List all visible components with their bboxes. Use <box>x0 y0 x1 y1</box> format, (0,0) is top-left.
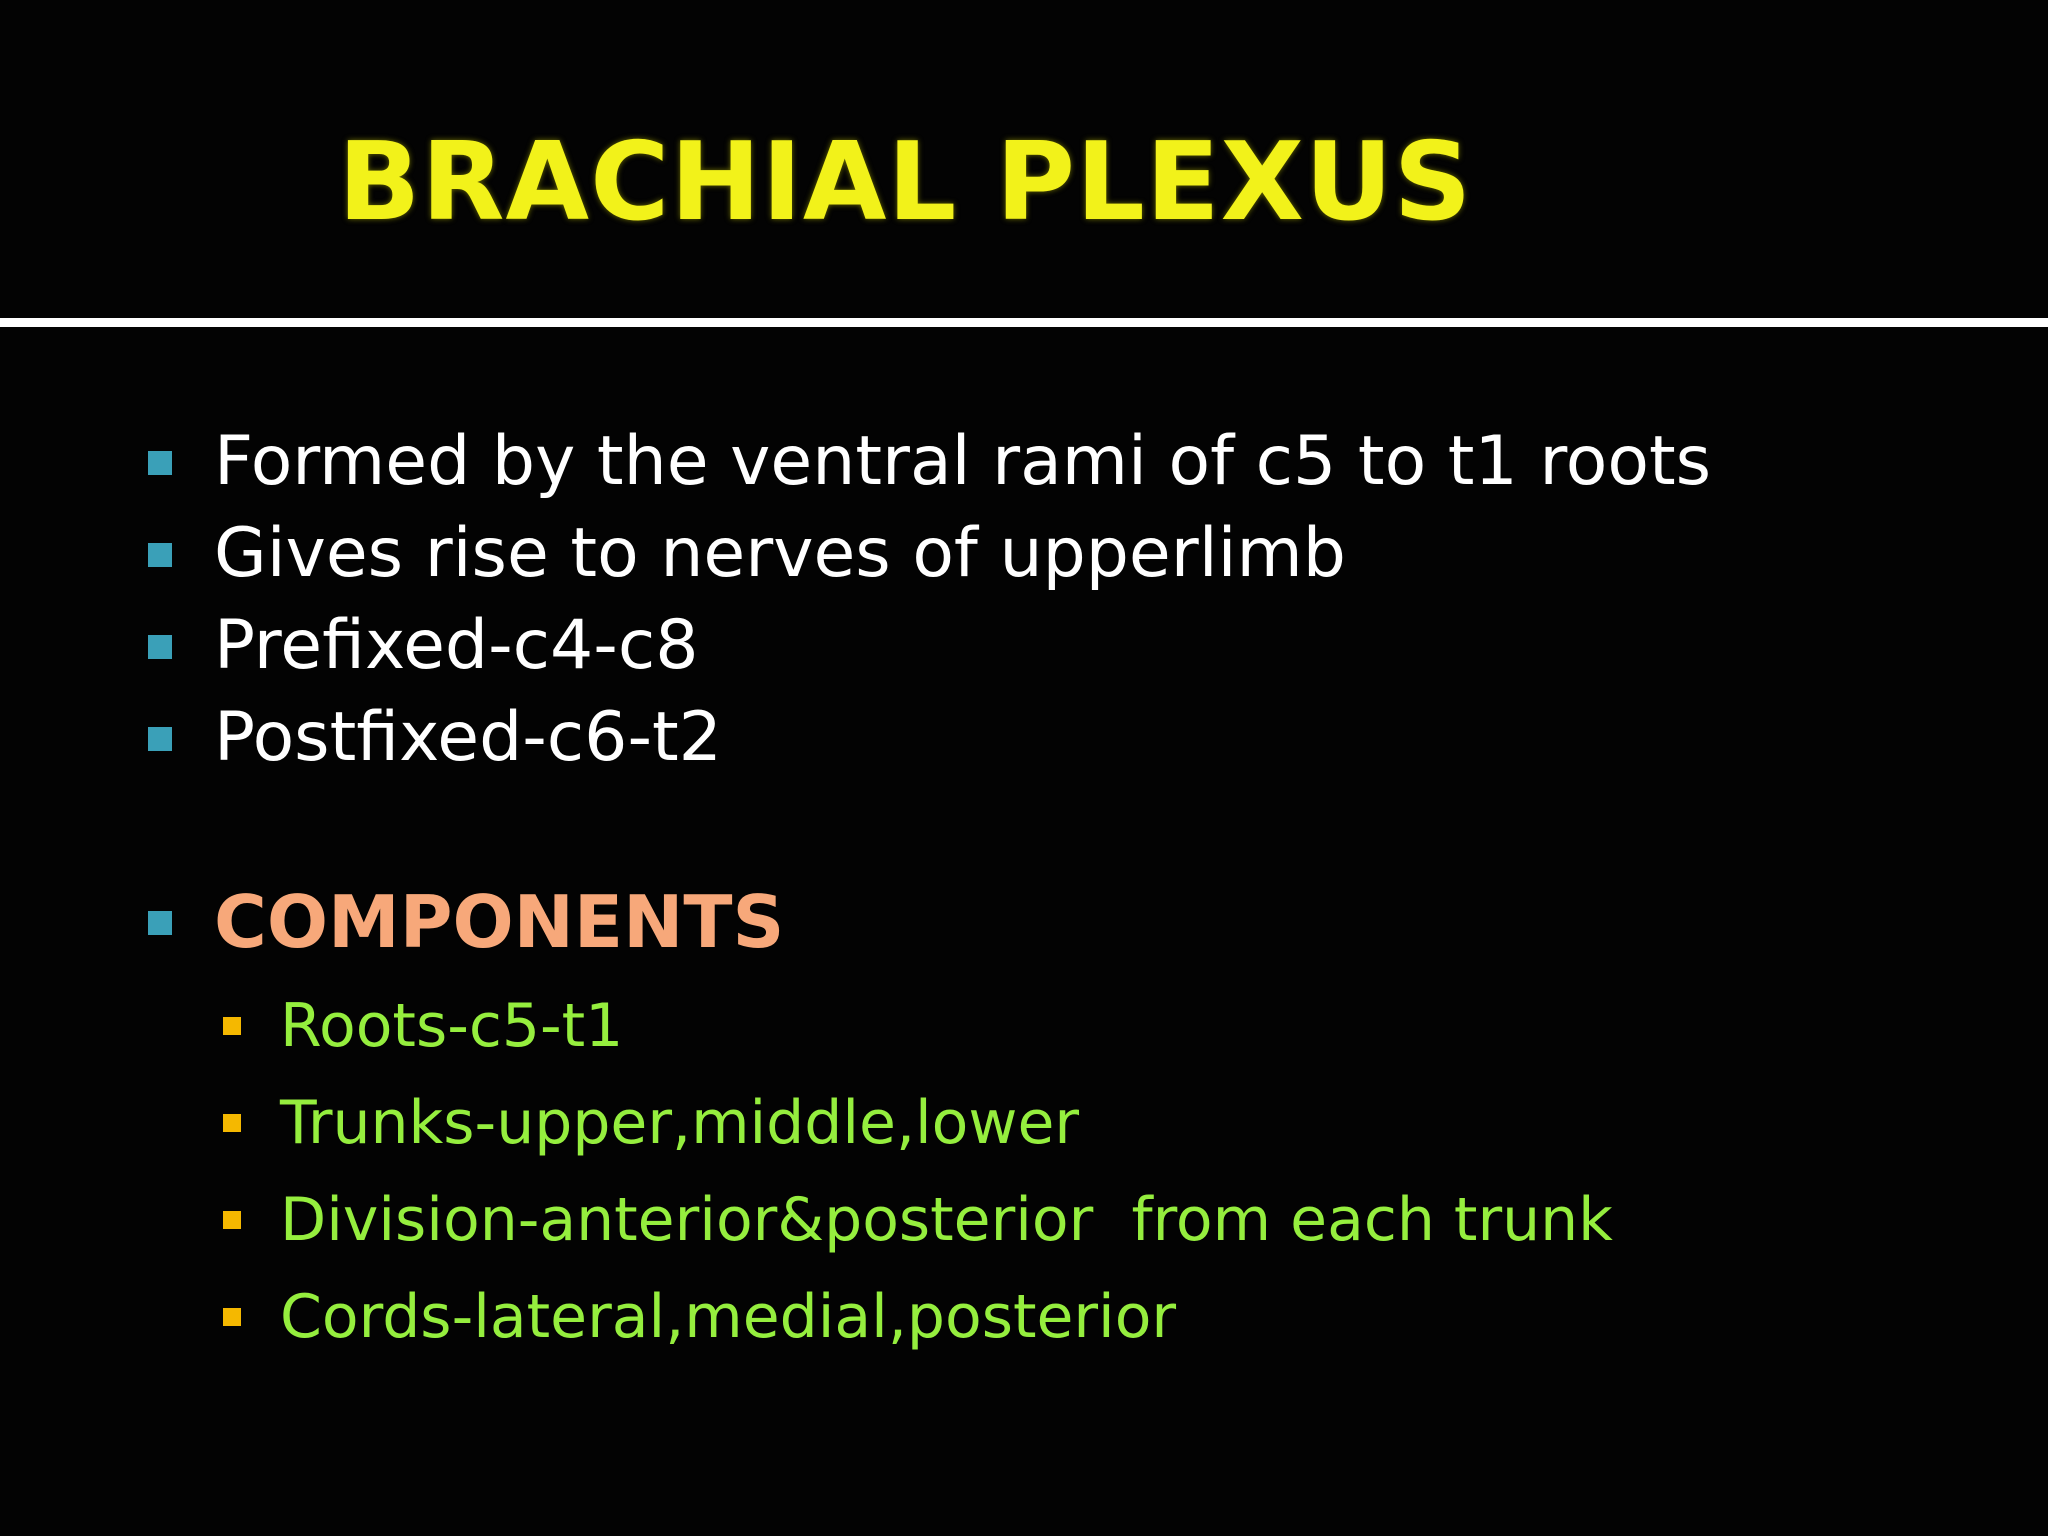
sub-bullet-text: Division-anterior&posterior from each trunk <box>280 1185 1613 1255</box>
bullet-text: Gives rise to nerves of upperlimb <box>214 514 1346 593</box>
small-square-bullet-icon <box>223 1211 241 1229</box>
small-square-bullet-icon <box>223 1114 241 1132</box>
square-bullet-icon <box>148 911 172 935</box>
small-square-bullet-icon <box>223 1017 241 1035</box>
sub-bullet-text: Roots-c5-t1 <box>280 991 624 1061</box>
square-bullet-icon <box>148 727 172 751</box>
bullet-text: Prefixed-c4-c8 <box>214 606 699 685</box>
sub-bullet-text: Trunks-upper,middle,lower <box>280 1088 1080 1158</box>
sub-bullet-text: Cords-lateral,medial,posterior <box>280 1282 1177 1352</box>
bullet-text: Postfixed-c6-t2 <box>214 698 722 777</box>
components-heading: COMPONENTS <box>214 880 785 964</box>
square-bullet-icon <box>148 543 172 567</box>
square-bullet-icon <box>148 635 172 659</box>
square-bullet-icon <box>148 451 172 475</box>
slide-title: BRACHIAL PLEXUS <box>338 120 1473 245</box>
small-square-bullet-icon <box>223 1308 241 1326</box>
bullet-text: Formed by the ventral rami of c5 to t1 roots <box>214 422 1712 501</box>
